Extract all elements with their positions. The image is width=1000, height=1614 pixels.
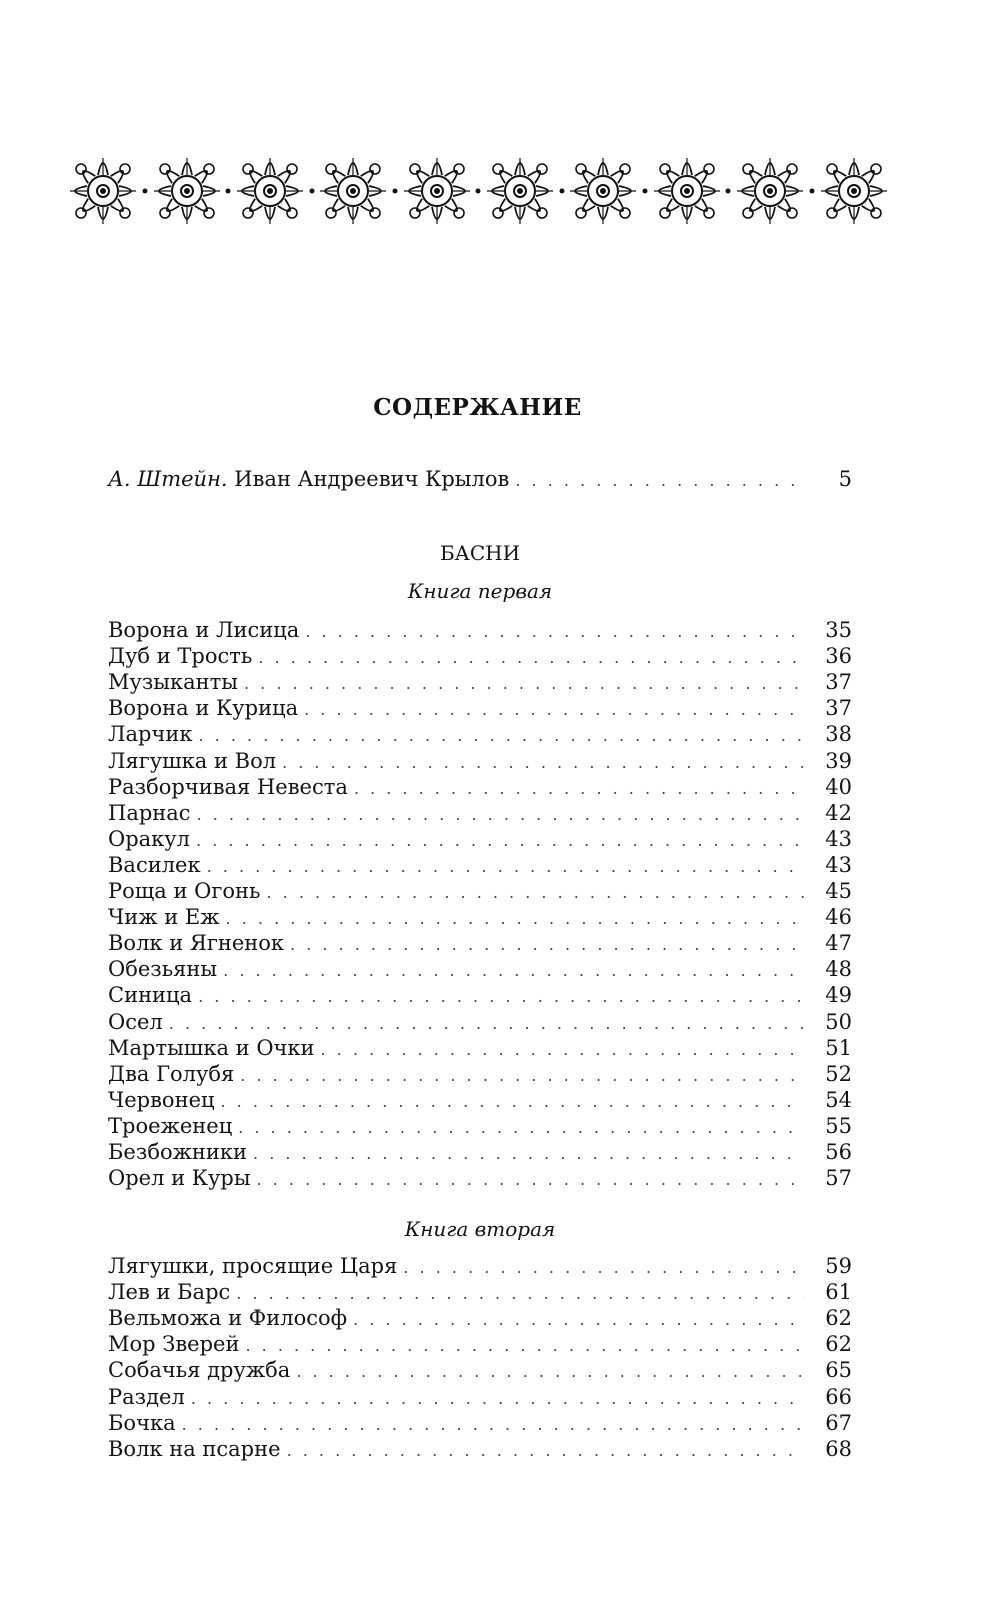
toc-entry[interactable] [108,982,852,1008]
entry-title: Дуб и Трость [108,644,253,669]
ornament-border [61,147,896,235]
toc-entry[interactable] [108,1061,852,1087]
leader-dots [353,1307,804,1333]
leader-dots [182,1412,804,1438]
leader-dots [287,1438,804,1464]
toc-entry[interactable] [108,800,852,826]
leader-dots [191,1386,804,1412]
entry-title: Лягушки, просящие Царя [108,1254,398,1278]
leader-dots [245,1333,804,1359]
entry-page: 37 [825,670,852,695]
entry-title: Оракул [108,826,191,851]
leader-dots [223,958,804,984]
toc-entry[interactable] [108,1305,852,1331]
leader-dots [290,932,804,958]
intro-title: Иван Андреевич Крылов [234,467,510,491]
entry-page: 40 [825,774,852,799]
toc-entry[interactable] [108,1009,852,1035]
toc-entry[interactable] [108,1165,852,1191]
leader-dots [197,802,804,828]
entry-title: Лягушка и Вол [108,748,277,773]
entry-title: Червонец [108,1087,215,1112]
leader-dots [515,468,804,494]
entry-title: Волк и Ягненок [108,931,285,956]
entry-title: Троеженец [108,1113,233,1138]
entry-title: Волк на псарне [108,1436,281,1461]
toc-entry[interactable] [108,695,852,721]
leader-dots [258,645,804,671]
entry-title: Василек [108,852,201,877]
leader-dots [253,1141,804,1167]
leader-dots [198,984,804,1010]
toc-entry[interactable] [108,878,852,904]
entry-title: Разборчивая Невеста [108,774,348,799]
toc-entry[interactable] [108,774,852,800]
leader-dots [321,1037,804,1063]
entry-title: Чиж и Еж [108,905,220,930]
toc-entry[interactable] [108,643,852,669]
entry-page: 43 [825,852,852,877]
entry-title: Ларчик [108,722,193,747]
intro-page: 5 [838,467,852,491]
toc-entry[interactable] [108,956,852,982]
entry-page: 42 [825,800,852,825]
leader-dots [296,1359,804,1385]
entry-title: Бочка [108,1410,176,1435]
entry-page: 48 [825,957,852,982]
intro-author: А. Штейн. [108,467,228,491]
entry-page: 57 [825,1166,852,1191]
toc-entry[interactable] [108,1087,852,1113]
toc-entry[interactable] [108,1331,852,1357]
entry-title: Ворона и Лисица [108,618,300,642]
leader-dots [304,697,804,723]
entry-page: 59 [825,1254,852,1278]
entry-title: Вельможа и Философ [108,1306,348,1331]
book1-title: Книга первая [407,579,553,603]
entry-title: Роща и Огонь [108,879,261,903]
entry-title: Обезьяны [108,957,218,982]
leader-dots [282,750,804,776]
toc-entry[interactable] [108,721,852,747]
toc-entry[interactable] [108,1436,852,1462]
toc-entry[interactable] [108,1410,852,1436]
toc-entry[interactable] [108,1035,852,1061]
entry-title: Ворона и Курица [108,696,299,721]
entry-page: 55 [825,1113,852,1138]
toc-entry[interactable] [108,852,852,878]
entry-title: Парнас [108,800,191,825]
page-title: СОДЕРЖАНИЕ [373,394,582,421]
leader-dots [403,1255,804,1281]
leader-dots [240,1063,804,1089]
toc-entry[interactable] [108,1384,852,1410]
leader-dots [354,776,804,802]
entry-page: 61 [825,1280,852,1305]
toc-entry[interactable] [108,1113,852,1139]
toc-entry[interactable] [108,826,852,852]
entry-title: Собачья дружба [108,1358,291,1383]
entry-title: Безбожники [108,1140,248,1164]
toc-entry[interactable] [108,1139,852,1165]
toc-entry[interactable] [108,904,852,930]
leader-dots [305,619,804,645]
entry-title: Два Голубя [108,1061,235,1086]
section-title: БАСНИ [439,541,521,565]
entry-page: 67 [825,1410,852,1435]
entry-title: Мартышка и Очки [108,1035,315,1060]
entry-page: 50 [825,1009,852,1034]
entry-title: Раздел [108,1384,185,1409]
leader-dots [221,1089,805,1115]
leader-dots [236,1281,804,1307]
leader-dots [226,906,804,932]
entry-page: 47 [825,931,852,956]
entry-page: 45 [825,879,852,903]
toc-entry[interactable] [108,748,852,774]
entry-page: 38 [825,722,852,747]
entry-page: 68 [825,1436,852,1461]
leader-dots [169,1011,804,1037]
leader-dots [207,854,804,880]
entry-page: 36 [825,644,852,669]
entry-title: Орел и Куры [108,1166,251,1191]
entry-title: Лев и Барс [108,1280,231,1305]
entry-page: 54 [825,1087,852,1112]
leader-dots [199,723,805,749]
entry-title: Музыканты [108,670,238,695]
entry-page: 51 [825,1035,852,1060]
leader-dots [196,828,804,854]
leader-dots [257,1167,804,1193]
entry-page: 66 [825,1384,852,1409]
toc-entry-intro[interactable] [108,466,852,492]
entry-page: 65 [825,1358,852,1383]
toc-entry[interactable] [108,669,852,695]
entry-page: 62 [825,1332,852,1357]
toc-entry[interactable] [108,1279,852,1305]
toc-entry[interactable] [108,617,852,643]
toc-entry[interactable] [108,1357,852,1383]
leader-dots [244,671,804,697]
entry-page: 56 [825,1140,852,1164]
entry-page: 49 [825,983,852,1008]
toc-entry[interactable] [108,1253,852,1279]
entry-page: 37 [825,696,852,721]
entry-title: Мор Зверей [108,1332,240,1357]
entry-page: 43 [825,826,852,851]
toc-entry[interactable] [108,930,852,956]
entry-page: 52 [825,1061,852,1086]
leader-dots [238,1115,804,1141]
leader-dots [266,880,804,906]
entry-page: 62 [825,1306,852,1331]
book2-title: Книга вторая [404,1217,556,1241]
entry-page: 39 [825,748,852,773]
entry-page: 46 [825,905,852,930]
entry-title: Осел [108,1009,163,1034]
entry-page: 35 [825,618,852,642]
entry-title: Синица [108,983,193,1008]
